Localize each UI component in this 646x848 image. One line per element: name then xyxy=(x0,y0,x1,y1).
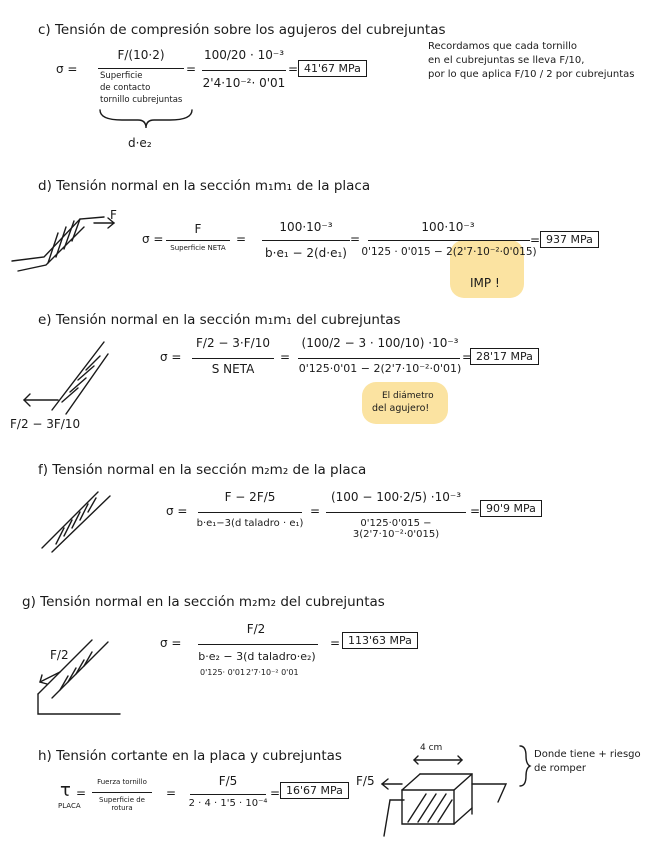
sigma-symbol: σ = xyxy=(56,62,78,76)
fraction-denominator: 0'125·0'01 − 2(2'7·10⁻²·0'01) xyxy=(298,362,462,375)
section-e-heading: e) Tensión normal en la sección m₁m₁ del cubrejuntas xyxy=(38,312,401,328)
fraction-numerator: F xyxy=(194,222,202,236)
curly-brace-icon xyxy=(98,108,194,134)
fraction-denominator: Superficie de rotura xyxy=(99,796,145,813)
fraction-numerator: F/2 − 3·F/10 xyxy=(196,336,270,350)
denominator-line-3: tornillo cubrejuntas xyxy=(100,95,183,105)
curly-brace-icon xyxy=(518,744,532,788)
note-line-1: Recordamos que cada tornillo xyxy=(428,41,577,52)
result-box: 90'9 MPa xyxy=(480,500,542,517)
force-label: F/5 xyxy=(356,774,375,788)
note-line-1: Donde tiene + riesgo xyxy=(534,749,641,760)
fraction-denominator: S NETA xyxy=(211,362,255,376)
fraction-bar xyxy=(190,794,266,795)
fraction-numerator: F/5 xyxy=(218,774,238,788)
sigma-symbol: σ = xyxy=(160,636,182,650)
result-box: 937 MPa xyxy=(540,231,599,248)
fraction-numerator: F/(10·2) xyxy=(117,48,165,62)
force-label: F xyxy=(110,208,117,222)
note-line-2: de romper xyxy=(534,763,587,774)
fraction-bar xyxy=(368,240,530,241)
fraction-denominator: b·e₁ − 2(d·e₁) xyxy=(265,246,347,260)
equals-sign: = xyxy=(280,350,291,364)
force-label: F/2 xyxy=(50,648,69,662)
equals-sign: = xyxy=(186,62,197,76)
note-line-1: 0'125· 0'01 xyxy=(200,668,246,677)
fraction-numerator: 100·10⁻³ xyxy=(279,220,333,234)
fraction-bar xyxy=(166,240,230,241)
section-h-heading: h) Tensión cortante en la placa y cubrejuntas xyxy=(38,748,342,764)
brace-label: d·e₂ xyxy=(128,136,152,150)
fraction-denominator: b·e₁−3(d taladro · e₁) xyxy=(196,518,304,529)
fraction-bar xyxy=(262,240,350,241)
equals-sign: = xyxy=(166,786,177,800)
tau-subscript: PLACA xyxy=(58,802,81,810)
note-line-1: El diámetro xyxy=(382,391,434,401)
result-box: 16'67 MPa xyxy=(280,782,349,799)
side-label: F/2 − 3F/10 xyxy=(10,417,81,431)
fraction-denominator: b·e₂ − 3(d taladro·e₂) xyxy=(198,650,316,663)
result-box: 41'67 MPa xyxy=(298,60,367,77)
equals-sign: = xyxy=(470,504,481,518)
note-line-2: del agujero! xyxy=(372,403,430,414)
section-c-heading: c) Tensión de compresión sobre los agujeros del cubrejuntas xyxy=(38,22,446,38)
equals-sign: = xyxy=(530,233,541,247)
fraction-denominator: 2 · 4 · 1'5 · 10⁻⁴ xyxy=(188,798,268,809)
sigma-symbol: σ = xyxy=(160,350,182,364)
fraction-bar xyxy=(98,68,184,69)
equals-sign: = xyxy=(462,350,473,364)
important-note: IMP ! xyxy=(470,276,500,290)
plate-sketch-icon xyxy=(8,205,118,275)
cover-plate-sketch-icon xyxy=(8,336,108,420)
equals-sign: = xyxy=(288,62,299,76)
note-line-2: en el cubrejuntas se lleva F/10, xyxy=(428,55,585,66)
fraction-bar xyxy=(202,70,286,71)
equals-sign: = xyxy=(310,504,321,518)
denominator-line-2: de contacto xyxy=(100,83,151,93)
equals-sign: = xyxy=(330,636,341,650)
equals-sign: = xyxy=(76,786,87,800)
fraction-numerator: Fuerza tornillo xyxy=(97,778,147,786)
section-f-heading: f) Tensión normal en la sección m₂m₂ de la placa xyxy=(38,462,367,478)
fraction-bar xyxy=(298,358,460,359)
tau-symbol: τ xyxy=(60,780,71,801)
plate-sketch-icon xyxy=(36,488,116,554)
fraction2-numerator: 100/20 · 10⁻³ xyxy=(203,48,285,62)
denominator-line-1: Superficie xyxy=(100,71,143,81)
fraction-denominator: Superficie NETA xyxy=(170,244,226,252)
fraction-bar xyxy=(92,792,152,793)
dimension-label: 4 cm xyxy=(420,743,443,753)
equals-sign: = xyxy=(236,232,247,246)
fraction-numerator: (100 − 100·2/5) ·10⁻³ xyxy=(330,490,462,504)
fraction-numerator: F − 2F/5 xyxy=(224,490,276,504)
fraction-bar xyxy=(192,358,274,359)
equals-sign: = xyxy=(270,786,281,800)
note-line-2: 2'7·10⁻² 0'01 xyxy=(246,668,299,677)
cover-plate-sketch-icon xyxy=(30,628,130,720)
fraction-bar xyxy=(198,644,318,645)
fraction-numerator: F/2 xyxy=(246,622,266,636)
fraction-denominator: 0'125 · 0'015 − 2(2'7·10⁻²·0'015) xyxy=(361,246,537,258)
fraction-denominator: 0'125·0'015 − 3(2'7·10⁻²·0'015) xyxy=(352,518,440,540)
fraction-bar xyxy=(326,512,466,513)
result-box: 113'63 MPa xyxy=(342,632,418,649)
result-box: 28'17 MPa xyxy=(470,348,539,365)
equals-sign: = xyxy=(350,232,361,246)
fraction2-denominator: 2'4·10⁻²· 0'01 xyxy=(202,76,286,90)
fraction-numerator: 100·10⁻³ xyxy=(421,220,475,234)
sigma-symbol: σ = xyxy=(142,232,164,246)
shear-block-sketch-icon xyxy=(380,742,510,838)
sigma-symbol: σ = xyxy=(166,504,188,518)
note-line-3: por lo que aplica F/10 / 2 por cubrejuntas xyxy=(428,69,635,80)
fraction-bar xyxy=(198,512,302,513)
section-d-heading: d) Tensión normal en la sección m₁m₁ de la placa xyxy=(38,178,371,194)
section-g-heading: g) Tensión normal en la sección m₂m₂ del cubrejuntas xyxy=(22,594,385,610)
fraction-numerator: (100/2 − 3 · 100/10) ·10⁻³ xyxy=(301,336,459,350)
